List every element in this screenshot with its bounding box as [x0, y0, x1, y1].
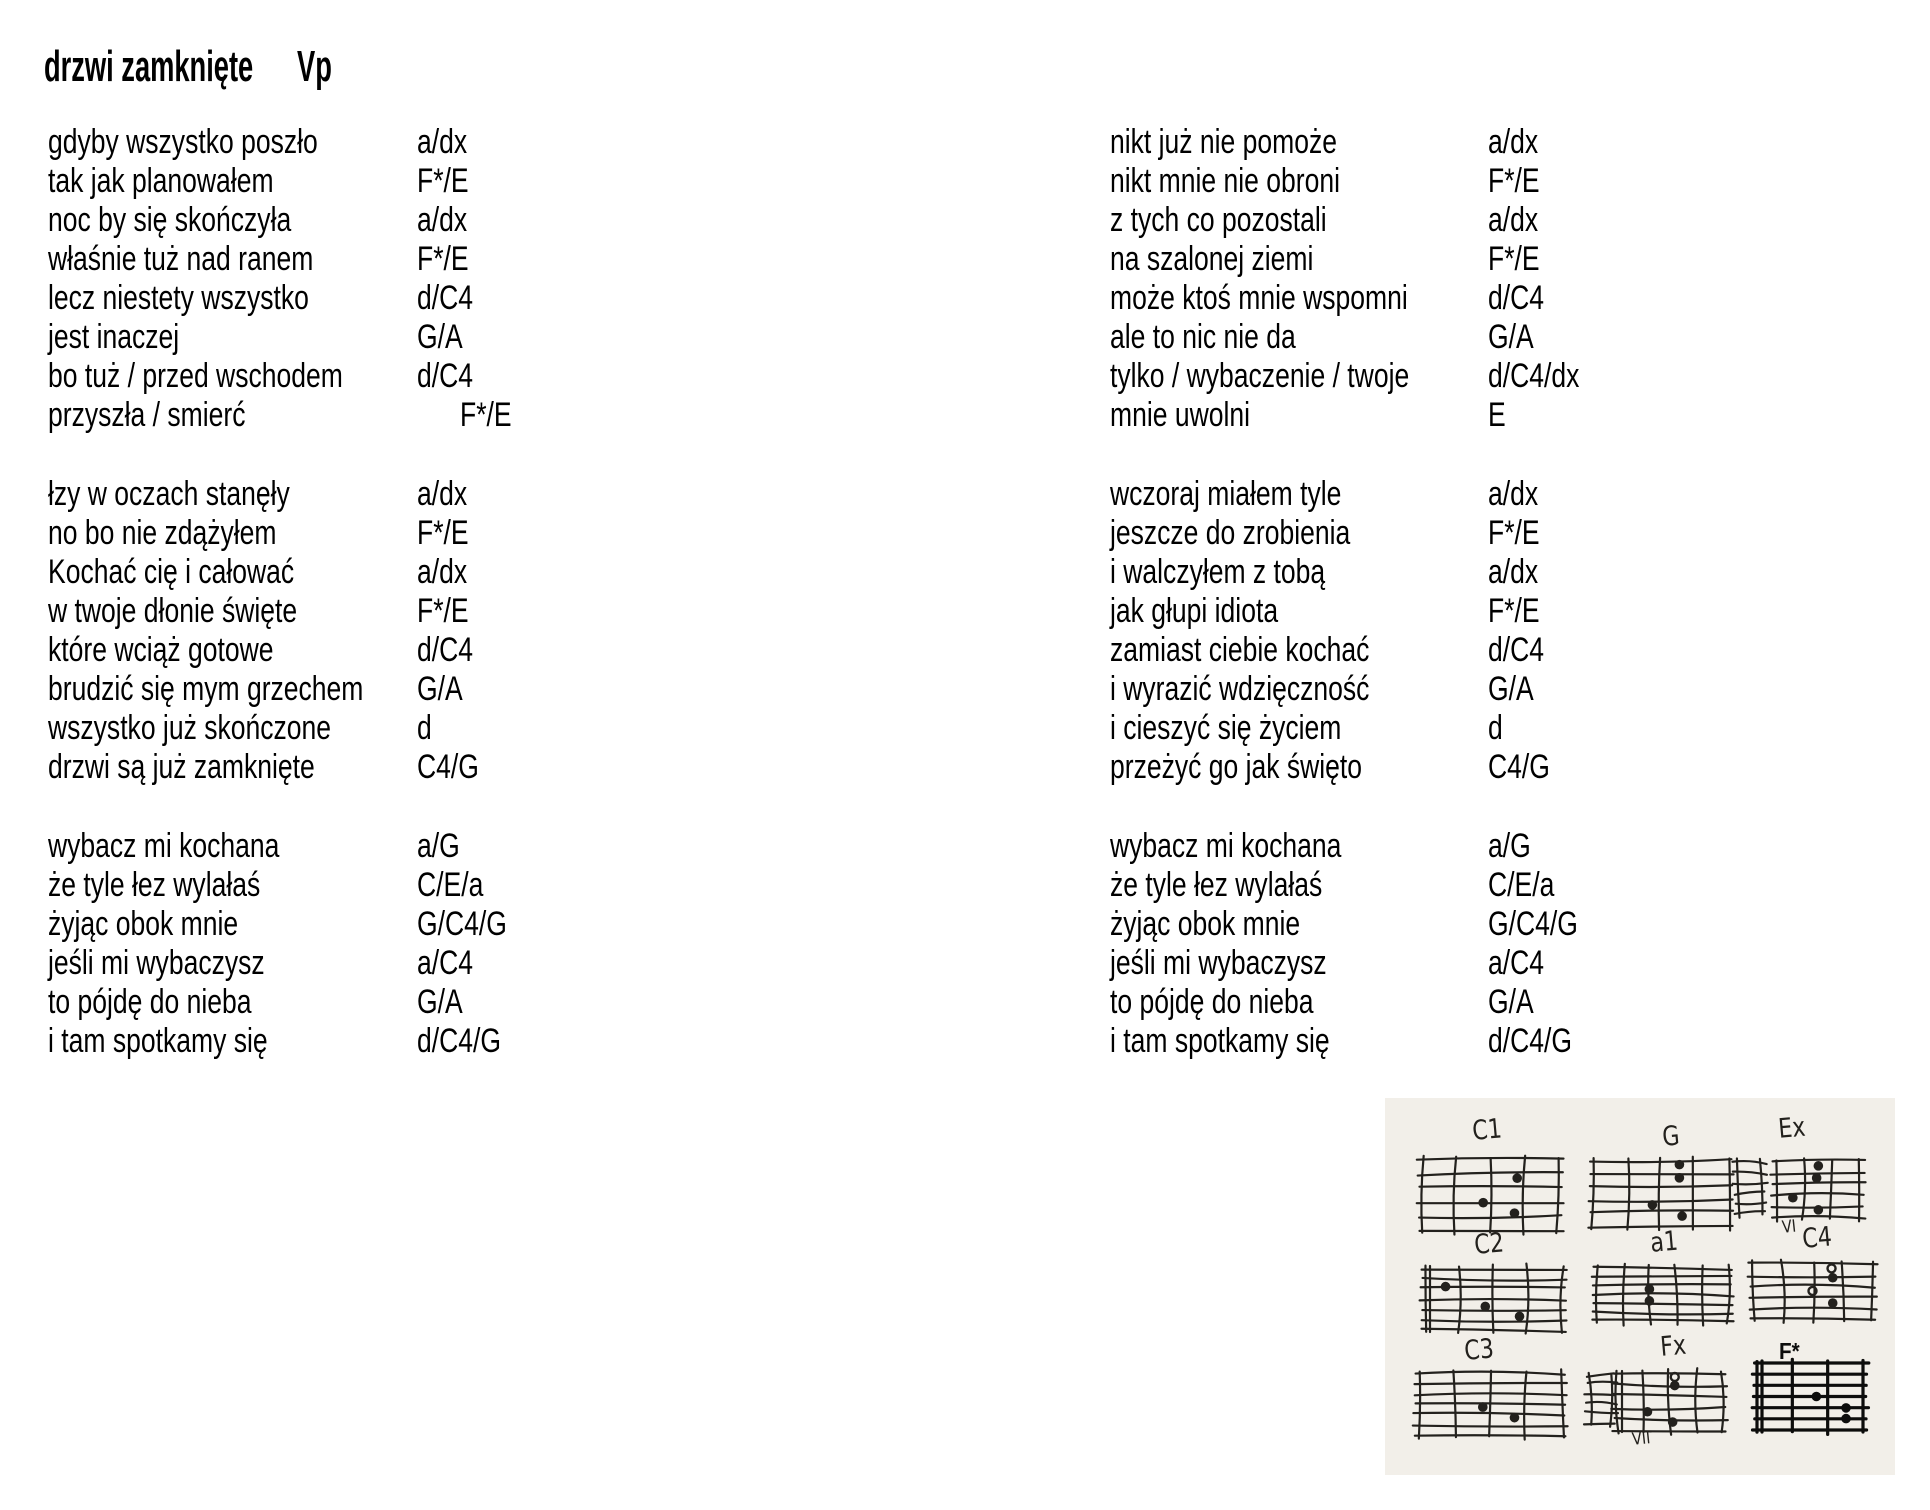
chord-symbol: a/dx: [1488, 475, 1539, 513]
lyric-text: i walczyłem z tobą: [1110, 553, 1326, 591]
fret-position-label: VII: [1631, 1428, 1652, 1450]
lyric-text: lecz niestety wszystko: [48, 279, 309, 317]
lyric-line: [48, 475, 532, 514]
finger-dot: [1645, 1296, 1655, 1306]
lyric-line: [1110, 944, 1605, 983]
chord-symbol: G/A: [417, 983, 463, 1021]
lyric-cell: [1110, 514, 1488, 553]
lyric-text: nikt już nie pomoże: [1110, 123, 1338, 161]
chord-symbol: d/C4/G: [1488, 1022, 1573, 1060]
lyric-line: [48, 514, 532, 553]
lyric-cell: [48, 357, 417, 396]
lyric-text: na szalonej ziemi: [1110, 240, 1314, 278]
finger-dot: [1841, 1403, 1851, 1413]
finger-dot: [1841, 1414, 1851, 1424]
fret-position-label: VI: [1781, 1216, 1798, 1238]
lyric-cell: [1110, 279, 1488, 318]
chord-label-fx: Fx: [1659, 1329, 1688, 1363]
lyric-cell: [48, 396, 417, 435]
lyric-cell: [1110, 944, 1488, 983]
lyric-cell: [1110, 396, 1488, 435]
lyric-line: [1110, 201, 1605, 240]
lyric-line: [1110, 1022, 1605, 1061]
finger-dot: [1478, 1402, 1488, 1412]
chord-label-g: G: [1661, 1120, 1681, 1153]
lyric-text: może ktoś mnie wspomni: [1110, 279, 1408, 317]
lyric-text: tak jak planowałem: [48, 162, 274, 200]
lyric-cell: [48, 1022, 417, 1061]
lyric-line: [48, 553, 532, 592]
staff-fragment-1: [1731, 1156, 1769, 1220]
lyric-cell: [48, 670, 417, 709]
lyric-text: żyjąc obok mnie: [1110, 905, 1301, 943]
lyric-cell: [1110, 162, 1488, 201]
lyric-text: mnie uwolni: [1110, 396, 1251, 434]
lyric-text: właśnie tuż nad ranem: [48, 240, 314, 278]
finger-dot: [1510, 1413, 1520, 1423]
verse: [1110, 123, 1605, 435]
lyric-text: jest inaczej: [48, 318, 180, 356]
verse: [48, 123, 532, 435]
lyric-text: wczoraj miałem tyle: [1110, 475, 1342, 513]
chord-symbol: G/C4/G: [1488, 905, 1578, 943]
chord-symbol: G/A: [1488, 670, 1534, 708]
lyric-text: brudzić się mym grzechem: [48, 670, 364, 708]
finger-dot: [1677, 1211, 1687, 1221]
chord-label-c3: C3: [1463, 1333, 1496, 1367]
lyric-text: ale to nic nie da: [1110, 318, 1296, 356]
chord-symbol: F*/E: [417, 514, 469, 552]
finger-dot: [1828, 1298, 1838, 1308]
lyric-text: no bo nie zdążyłem: [48, 514, 277, 552]
finger-dot: [1814, 1205, 1824, 1215]
lyric-text: wybacz mi kochana: [1110, 827, 1342, 865]
finger-dot: [1515, 1312, 1525, 1322]
lyric-cell: [48, 866, 417, 905]
lyric-line: [48, 318, 532, 357]
lyric-line: [48, 983, 532, 1022]
lyric-text: jeśli mi wybaczysz: [1110, 944, 1327, 982]
chord-diagram-a1: [1590, 1261, 1735, 1328]
chord-label-f: F*: [1779, 1338, 1800, 1364]
finger-dot: [1480, 1302, 1490, 1312]
lyric-text: przeżyć go jak święto: [1110, 748, 1363, 786]
lyric-line: [1110, 592, 1605, 631]
chord-symbol: d/C4: [1488, 279, 1545, 317]
lyrics-column-left: [48, 123, 532, 1101]
chord-symbol: F*/E: [1488, 592, 1540, 630]
lyric-cell: [48, 944, 417, 983]
chord-symbol: d: [1488, 709, 1503, 747]
chord-symbol: a/G: [1488, 827, 1531, 865]
lyric-text: noc by się skończyła: [48, 201, 292, 239]
lyric-text: żyjąc obok mnie: [48, 905, 239, 943]
lyric-text: i tam spotkamy się: [1110, 1022, 1330, 1060]
lyric-cell: [1110, 631, 1488, 670]
lyric-cell: [48, 592, 417, 631]
chord-diagram-c4: [1746, 1257, 1879, 1326]
lyric-line: [48, 827, 532, 866]
lyric-line: [48, 631, 532, 670]
lyric-line: [48, 670, 532, 709]
lyric-cell: [1110, 709, 1488, 748]
chord-symbol: F*/E: [417, 240, 469, 278]
lyric-cell: [1110, 905, 1488, 944]
lyric-text: gdyby wszystko poszło: [48, 123, 318, 161]
lyric-line: [1110, 396, 1605, 435]
lyric-line: [1110, 475, 1605, 514]
chord-symbol: a/dx: [1488, 553, 1539, 591]
finger-dot: [1828, 1264, 1836, 1272]
verse: [48, 475, 532, 787]
lyric-cell: [48, 123, 417, 162]
lyric-cell: [48, 201, 417, 240]
lyric-text: bo tuż / przed wschodem: [48, 357, 343, 395]
lyric-cell: [48, 905, 417, 944]
chord-symbol: a/C4: [417, 944, 474, 982]
finger-dot: [1671, 1373, 1679, 1381]
page-title: [44, 42, 381, 92]
chord-symbol: C/E/a: [1488, 866, 1555, 904]
finger-dot: [1788, 1193, 1798, 1203]
lyric-cell: [48, 162, 417, 201]
lyric-text: w twoje dłonie święte: [48, 592, 298, 630]
finger-dot: [1668, 1417, 1678, 1427]
finger-dot: [1675, 1160, 1685, 1170]
chord-symbol: C/E/a: [417, 866, 484, 904]
lyric-line: [48, 396, 532, 435]
lyric-line: [1110, 123, 1605, 162]
chord-symbol: F*/E: [417, 162, 469, 200]
lyric-cell: [48, 631, 417, 670]
lyric-text: zamiast ciebie kochać: [1110, 631, 1370, 669]
lyric-line: [1110, 827, 1605, 866]
chord-diagram-g: [1586, 1153, 1735, 1233]
chord-symbol: a/dx: [417, 201, 468, 239]
chord-diagram-ex: [1768, 1155, 1867, 1224]
lyric-line: [1110, 514, 1605, 553]
lyric-text: to pójdę do nieba: [48, 983, 252, 1021]
chord-symbol: E: [1488, 396, 1506, 434]
lyric-line: [1110, 318, 1605, 357]
lyric-text: jeszcze do zrobienia: [1110, 514, 1351, 552]
lyric-cell: [1110, 983, 1488, 1022]
lyric-line: [1110, 162, 1605, 201]
lyric-line: [48, 592, 532, 631]
chord-label-c4: C4: [1801, 1221, 1834, 1255]
chord-symbol: d: [417, 709, 432, 747]
finger-dot: [1510, 1208, 1520, 1218]
chord-symbol: F*/E: [1488, 514, 1540, 552]
finger-dot: [1828, 1273, 1838, 1283]
chord-symbol: G/A: [1488, 318, 1534, 356]
chord-label-ex: Ex: [1777, 1111, 1807, 1145]
lyric-line: [48, 357, 532, 396]
finger-dot: [1675, 1173, 1685, 1183]
lyric-cell: [1110, 123, 1488, 162]
lyric-cell: [1110, 670, 1488, 709]
finger-dot: [1812, 1173, 1822, 1183]
chord-symbol: a/G: [417, 827, 460, 865]
lyric-text: jak głupi idiota: [1110, 592, 1279, 630]
lyric-text: i wyrazić wdzięczność: [1110, 670, 1370, 708]
chord-symbol: a/dx: [417, 123, 468, 161]
chord-label-a1: a1: [1649, 1225, 1680, 1259]
lyric-line: [48, 905, 532, 944]
lyric-line: [48, 1022, 532, 1061]
chord-symbol: d/C4: [417, 279, 474, 317]
lyric-text: i cieszyć się życiem: [1110, 709, 1342, 747]
verse: [48, 827, 532, 1061]
lyric-line: [1110, 631, 1605, 670]
lyric-line: [1110, 357, 1605, 396]
lyric-line: [48, 866, 532, 905]
chord-symbol: G/C4/G: [417, 905, 507, 943]
lyric-cell: [1110, 201, 1488, 240]
lyric-cell: [1110, 318, 1488, 357]
lyric-line: [48, 201, 532, 240]
lyric-line: [1110, 748, 1605, 787]
chord-symbol: C4/G: [417, 748, 479, 786]
lyric-cell: [48, 709, 417, 748]
lyric-line: [1110, 553, 1605, 592]
chord-symbol: d/C4: [417, 631, 474, 669]
finger-dot: [1478, 1198, 1488, 1208]
chord-diagram-c2: [1418, 1261, 1569, 1337]
lyric-text: z tych co pozostali: [1110, 201, 1327, 239]
lyric-cell: [48, 279, 417, 318]
lyric-cell: [48, 475, 417, 514]
lyric-text: wszystko już skończone: [48, 709, 331, 747]
finger-dot: [1814, 1161, 1824, 1171]
lyric-line: [1110, 279, 1605, 318]
lyric-cell: [1110, 827, 1488, 866]
chord-label-c1: C1: [1471, 1113, 1504, 1147]
lyric-cell: [48, 827, 417, 866]
lyric-text: drzwi są już zamknięte: [48, 748, 315, 786]
lyric-line: [48, 944, 532, 983]
lyric-line: [48, 748, 532, 787]
finger-dot: [1441, 1282, 1451, 1292]
chord-symbol: G/A: [417, 670, 463, 708]
finger-dot: [1512, 1173, 1522, 1183]
lyric-text: jeśli mi wybaczysz: [48, 944, 265, 982]
lyric-line: [48, 279, 532, 318]
chord-diagrams-image: [1385, 1098, 1895, 1475]
song-key-label: Vp: [297, 42, 332, 91]
lyric-cell: [1110, 240, 1488, 279]
chord-symbol: F*/E: [417, 592, 469, 630]
lyric-line: [48, 709, 532, 748]
lyric-cell: [48, 553, 417, 592]
chord-symbol: d/C4: [1488, 631, 1545, 669]
finger-dot: [1648, 1200, 1658, 1210]
chord-symbol: d/C4: [417, 357, 474, 395]
verse: [1110, 475, 1605, 787]
lyric-text: przyszła / smierć: [48, 396, 246, 434]
lyric-cell: [1110, 357, 1488, 396]
chord-symbol: a/dx: [1488, 201, 1539, 239]
lyric-line: [48, 162, 532, 201]
lyric-text: Kochać cię i całować: [48, 553, 295, 591]
chord-diagram-f: [1750, 1356, 1870, 1437]
chord-diagram-fx: [1610, 1366, 1729, 1437]
chord-diagram-c1: [1415, 1153, 1565, 1237]
finger-dot: [1670, 1381, 1680, 1391]
lyric-cell: [48, 983, 417, 1022]
lyrics-column-right: [1110, 123, 1605, 1101]
lyric-text: wybacz mi kochana: [48, 827, 280, 865]
lyric-cell: [48, 748, 417, 787]
lyric-line: [1110, 905, 1605, 944]
lyric-cell: [1110, 1022, 1488, 1061]
lyric-cell: [1110, 553, 1488, 592]
chord-symbol: d/C4/dx: [1488, 357, 1580, 395]
lyric-cell: [48, 514, 417, 553]
lyric-line: [1110, 866, 1605, 905]
chord-symbol: a/dx: [1488, 123, 1539, 161]
chord-symbol: F*/E: [1488, 240, 1540, 278]
finger-dot: [1643, 1407, 1653, 1417]
finger-dot: [1809, 1287, 1817, 1295]
chord-diagram-c3: [1411, 1366, 1569, 1442]
lyric-line: [48, 240, 532, 279]
verse: [1110, 827, 1605, 1061]
chord-symbol: F*/E: [460, 396, 512, 434]
lyric-line: [1110, 709, 1605, 748]
chord-symbol: F*/E: [1488, 162, 1540, 200]
lyric-text: nikt mnie nie obroni: [1110, 162, 1340, 200]
chord-symbol: a/C4: [1488, 944, 1545, 982]
lyric-cell: [1110, 475, 1488, 514]
lyric-cell: [48, 318, 417, 357]
lyric-text: że tyle łez wylałaś: [1110, 866, 1323, 904]
chord-label-c2: C2: [1473, 1227, 1506, 1261]
chord-symbol: G/A: [1488, 983, 1534, 1021]
lyric-line: [48, 123, 532, 162]
finger-dot: [1645, 1284, 1655, 1294]
chord-symbol: C4/G: [1488, 748, 1550, 786]
lyric-cell: [1110, 748, 1488, 787]
song-title: drzwi zamknięte: [44, 42, 254, 91]
lyric-cell: [48, 240, 417, 279]
lyric-text: i tam spotkamy się: [48, 1022, 268, 1060]
finger-dot: [1812, 1392, 1822, 1402]
chord-symbol: a/dx: [417, 475, 468, 513]
lyric-cell: [1110, 866, 1488, 905]
lyric-line: [1110, 670, 1605, 709]
lyric-line: [1110, 240, 1605, 279]
staff-fragment-2: [1583, 1368, 1619, 1430]
lyric-line: [1110, 983, 1605, 1022]
lyric-cell: [1110, 592, 1488, 631]
chord-symbol: d/C4/G: [417, 1022, 502, 1060]
chord-symbol: G/A: [417, 318, 463, 356]
lyric-text: że tyle łez wylałaś: [48, 866, 261, 904]
chord-symbol: a/dx: [417, 553, 468, 591]
lyric-text: które wciąż gotowe: [48, 631, 274, 669]
lyric-text: tylko / wybaczenie / twoje: [1110, 357, 1410, 395]
lyric-text: to pójdę do nieba: [1110, 983, 1314, 1021]
lyric-text: łzy w oczach stanęły: [48, 475, 290, 513]
